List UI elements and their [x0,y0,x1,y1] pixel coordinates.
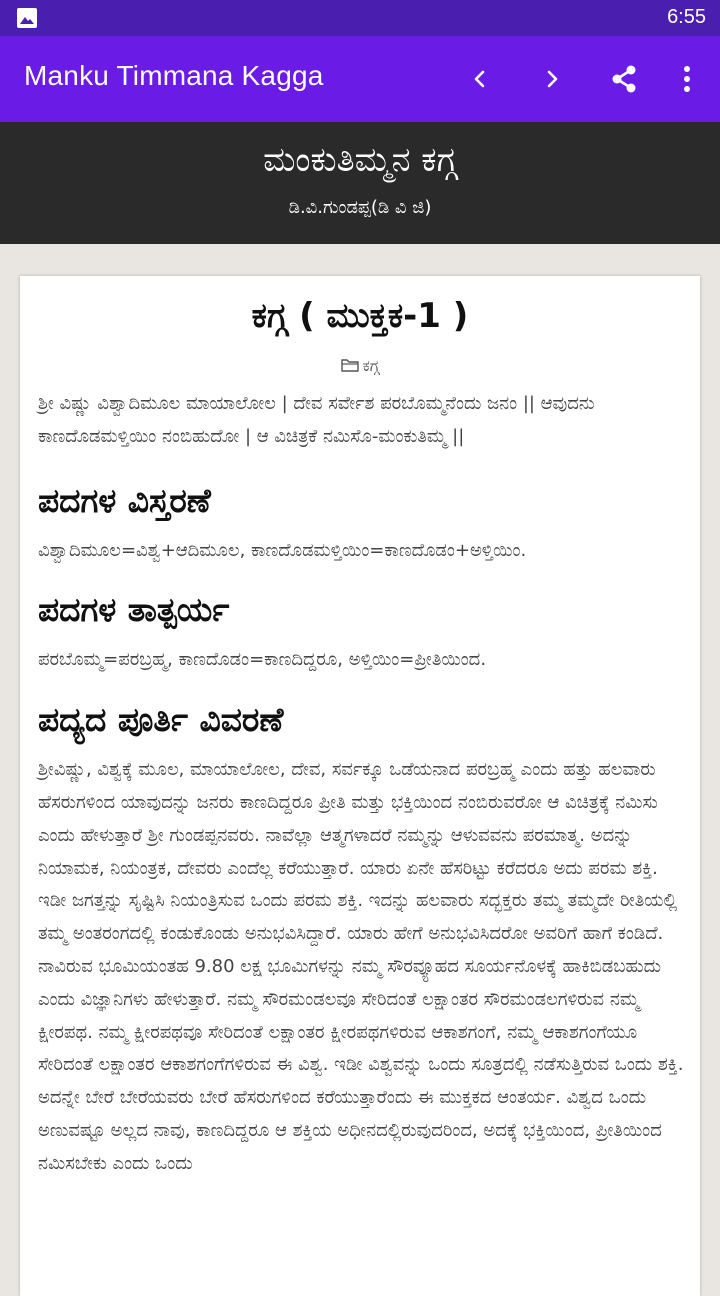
status-bar [0,0,720,36]
book-title: ಮಂಕುತಿಮ್ಮನ ಕಗ್ಗ [263,140,457,180]
chevron-left-icon[interactable] [458,57,502,101]
section-heading-word-expansion: ಪದಗಳ ವಿಸ್ತರಣೆ [38,480,211,520]
status-time: 6:55 [667,6,706,28]
verse-text: ಶ್ರೀ ವಿಷ್ಣು ವಿಶ್ವಾದಿಮೂಲ ಮಾಯಾಲೋಲ | ದೇವ ಸರ್ವೇಶ ಪರಬೊಮ್ಮನೆಂದು ಜನಂ || ಆವುದನು ಕಾಣದೊಡಮಳ್ತಿಯಿಂ ನಂಬಿಹುದೋ | ಆ ವಿಚಿತ್ರಕೆ ನಮಿಸೊ-ಮಂಕುತಿಮ್ಮ || [38,393,595,447]
section-text-word-expansion: ವಿಶ್ವಾದಿಮೂಲ=ವಿಶ್ವ+ಆದಿಮೂಲ, ಕಾಣದೊಡಮಳ್ತಿಯಿಂ=ಕಾಣದೊಡಂ+ಅಳ್ತಿಯಿಂ. [38,539,527,561]
folder-icon [341,357,359,376]
more-vert-icon[interactable] [665,57,709,101]
app-bar [0,36,720,122]
category-label: ಕಗ್ಗ [362,356,380,375]
post-category[interactable] [20,356,700,376]
section-text-word-meaning: ಪರಬೊಮ್ಮ=ಪರಬ್ರಹ್ಮ, ಕಾಣದೊಡಂ=ಕಾಣದಿದ್ದರೂ, ಅಳ್ತಿಯಿಂ=ಪ್ರೀತಿಯಿಂದ. [38,649,487,671]
section-heading-word-meaning: ಪದಗಳ ತಾತ್ಪರ್ಯ [38,590,230,630]
book-header [0,122,720,244]
post-card [20,276,700,1296]
app-title: Manku Timmana Kagga [24,60,324,91]
share-icon[interactable] [602,57,646,101]
section-text-full-explanation: ಶ್ರೀವಿಷ್ಣು, ವಿಶ್ವಕ್ಕೆ ಮೂಲ, ಮಾಯಾಲೋಲ, ದೇವ, ಸರ್ವಕ್ಕೂ ಒಡೆಯನಾದ ಪರಬ್ರಹ್ಮ ಎಂದು ಹತ್ತು ಹಲವಾರು ಹೆಸರುಗಳಿಂದ ಯಾವುದನ್ನು ಜನರು ಕಾಣದಿದ್ದರೂ ಪ್ರೀತಿ ಮತ್ತು ಭಕ್ತಿಯಿಂದ ನಂಬಿರುವರೋ ಆ ವಿಚಿತ್ರಕ್ಕೆ ನಮಿಸು ಎಂದು ಹೇಳುತ್ತಾರೆ ಶ್ರೀ ಗುಂಡಪ್ಪನವರು. ನಾವೆಲ್ಲಾ ಆತ್ಮಗಳಾದರೆ ನಮ್ಮನ್ನು ಆಳುವವನು ಪರಮಾತ್ಮ. ಅದನ್ನು ನಿಯಾಮಕ, ನಿಯಂತ್ರಕ, ದೇವರು ಎಂದೆಲ್ಲ ಕರೆಯುತ್ತಾರೆ. ಯಾರು ಏನೇ ಹೆಸರಿಟ್ಟು ಕರೆದರೂ ಅದು ಪರಮ ಶಕ್ತಿ. ಇಡೀ ಜಗತ್ತನ್ನು ಸೃಷ್ಟಿಸಿ ನಿಯಂತ್ರಿಸುವ ಒಂದು ಪರಮ ಶಕ್ತಿ. ಇದನ್ನು ಹಲವಾರು ಸದ್ಭಕ್ತರು ತಮ್ಮ ತಮ್ಮದೇ ರೀತಿಯಲ್ಲಿ ತಮ್ಮ ಅಂತರಂಗದಲ್ಲಿ ಕಂಡುಕೊಂಡು ಅನುಭವಿಸಿದ್ದಾರೆ. ಯಾರು ಹೇಗೆ ಅನುಭವಿಸಿದರೋ ಅವರಿಗೆ ಹಾಗೆ ಕಂಡಿದೆ. ನಾವಿರುವ ಭೂಮಿಯಂತಹ 9.80 ಲಕ್ಷ ಭೂಮಿಗಳನ್ನು ನಮ್ಮ ಸೌರವ್ಯೂಹದ ಸೂರ್ಯನೊಳಕ್ಕೆ ಹಾಕಿಬಿಡಬಹುದು ಎಂದು ವಿಜ್ಞಾನಿಗಳು ಹೇಳುತ್ತಾರೆ. ನಮ್ಮ ಸೌರಮಂಡಲವೂ ಸೇರಿದಂತೆ ಲಕ್ಷಾಂತರ ಸೌರಮಂಡಲಗಳಿರುವ ನಮ್ಮ ಕ್ಷೀರಪಥ. ನಮ್ಮ ಕ್ಷೀರಪಥವೂ ಸೇರಿದಂತೆ ಲಕ್ಷಾಂತರ ಕ್ಷೀರಪಥಗಳಿರುವ ಆಕಾಶಗಂಗೆ, ನಮ್ಮ ಆಕಾಶಗಂಗೆಯೂ ಸೇರಿದಂತೆ ಲಕ್ಷಾಂತರ ಆಕಾಶಗಂಗೆಗಳಿರುವ ಈ ವಿಶ್ವ. ಇಡೀ ವಿಶ್ವವನ್ನು ಒಂದು ಸೂತ್ರದಲ್ಲಿ ನಡೆಸುತ್ತಿರುವ ಒಂದು ಶಕ್ತಿ. ಅದನ್ನೇ ಬೇರೆ ಬೇರೆಯವರು ಬೇರೆ ಹೆಸರುಗಳಿಂದ ಕರೆಯುತ್ತಾರೆಂದು ಈ ಮುಕ್ತಕದ ಆಂತರ್ಯ. ವಿಶ್ವದ ಒಂದು ಅಣುವಷ್ಟೂ ಅಲ್ಲದ ನಾವು, ಕಾಣದಿದ್ದರೂ ಆ ಶಕ್ತಿಯ ಅಧೀನದಲ್ಲಿರುವುದರಿಂದ, ಅದಕ್ಕೆ ಭಕ್ತಿಯಿಂದ, ಪ್ರೀತಿಯಿಂದ ನಮಿಸಬೇಕು ಎಂದು ಒಂದು [38,759,684,1174]
post-title: ಕಗ್ಗ ( ಮುಕ್ತಕ-1 ) [251,296,469,336]
post-body [38,388,688,1181]
book-author: ಡಿ.ವಿ.ಗುಂಡಪ್ಪ(ಡಿ ವಿ ಜಿ) [288,197,432,218]
chevron-right-icon[interactable] [530,57,574,101]
section-heading-full-explanation: ಪದ್ಯದ ಪೂರ್ತಿ ವಿವರಣೆ [38,700,284,740]
image-icon [16,7,38,29]
